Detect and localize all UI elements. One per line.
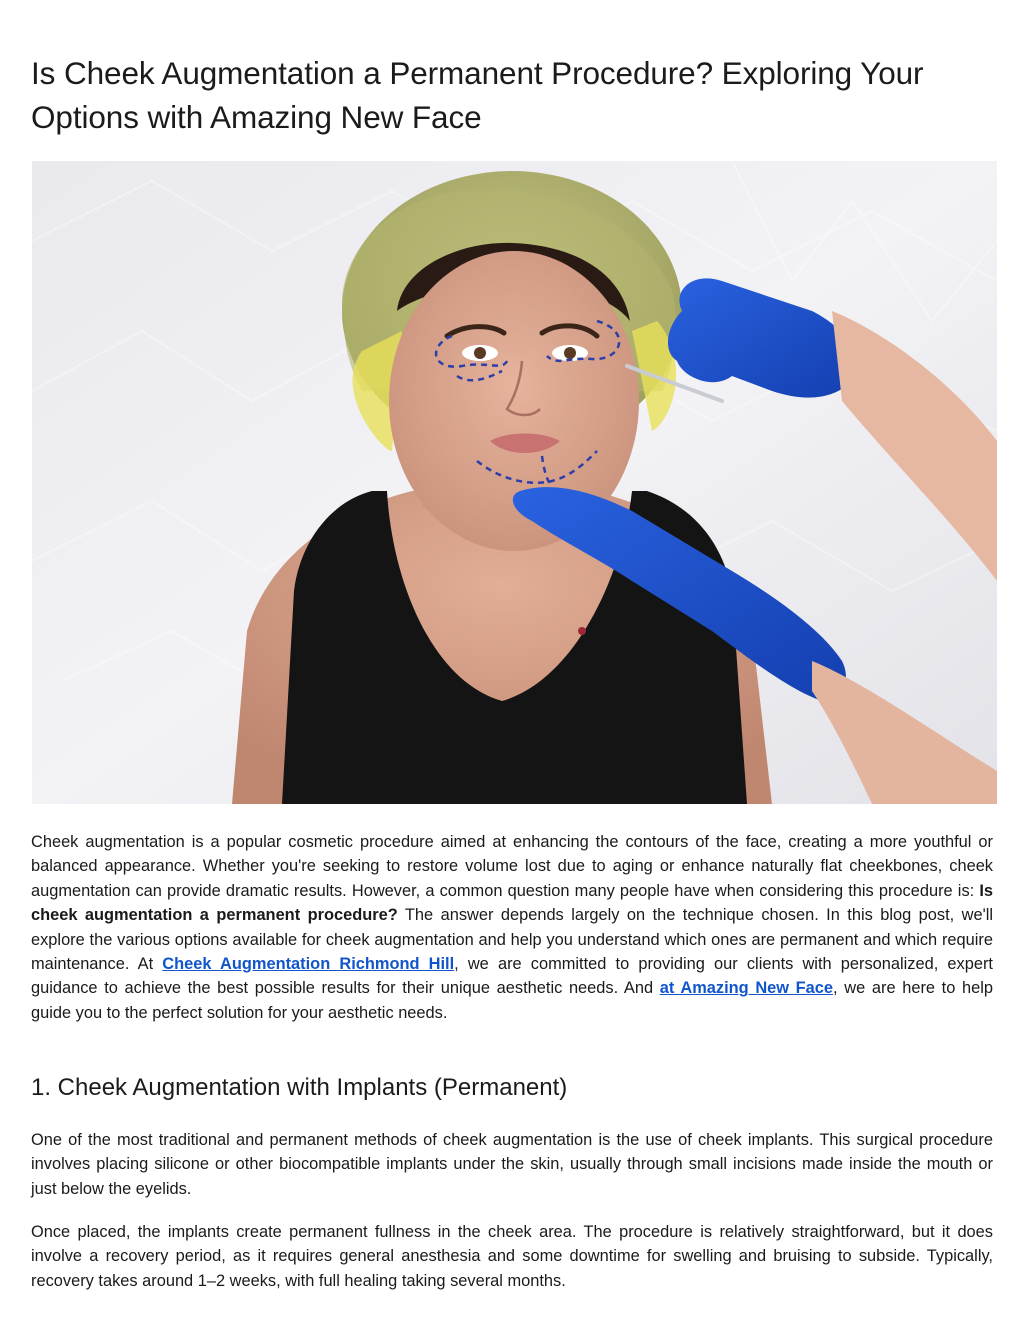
intro-text-4: , we are here to help guide you to the perfect solution for your aesthetic needs. bbox=[31, 979, 993, 1022]
photo-woman-cheek-markings-icon bbox=[32, 161, 997, 804]
section-heading-implants: 1. Cheek Augmentation with Implants (Permanent) bbox=[31, 1074, 568, 1101]
intro-paragraph bbox=[31, 830, 993, 1025]
intro-text-2: The answer depends largely on the technique chosen. In this blog post, we'll explore the various options available for cheek augmentation and help you understand which ones are permanent and which require maintenance. At bbox=[31, 906, 994, 974]
intro-text-3: , we are committed to providing our clients with personalized, expert guidance to achieve the best possible results for their unique aesthetic needs. And bbox=[31, 955, 993, 998]
hero-image bbox=[32, 161, 997, 804]
implants-paragraph-2: Once placed, the implants create permanent fullness in the cheek area. The procedure is relatively straightforward, but it does involve a recovery period, as it requires general anesthesia and some downtime for swelling and bruising to subside. Typically, recovery takes around 1–2 weeks, with full healing taking several months. bbox=[31, 1223, 993, 1290]
article-title: Is Cheek Augmentation a Permanent Procedure? Exploring Your Options with Amazing New Face bbox=[31, 55, 924, 135]
link-at-amazing-new-face[interactable]: at Amazing New Face bbox=[659, 979, 834, 998]
link-cheek-augmentation-richmond-hill[interactable]: Cheek Augmentation Richmond Hill bbox=[162, 955, 455, 974]
implants-paragraph-1: One of the most traditional and permanent methods of cheek augmentation is the use of cheek implants. This surgical procedure involves placing silicone or other biocompatible implants under the skin, usually through small incisions made inside the mouth or just below the eyelids. bbox=[31, 1131, 993, 1198]
intro-bold-question: Is cheek augmentation a permanent procedure? bbox=[31, 881, 993, 925]
intro-text-1: Cheek augmentation is a popular cosmetic procedure aimed at enhancing the contours of the face, creating a more youthful or balanced appearance. Whether you're seeking to restore volume lost due to aging or enhance naturally flat cheekbones, cheek augmentation can provide dramatic results. However, a common question many people have when considering this procedure is: bbox=[31, 833, 993, 900]
